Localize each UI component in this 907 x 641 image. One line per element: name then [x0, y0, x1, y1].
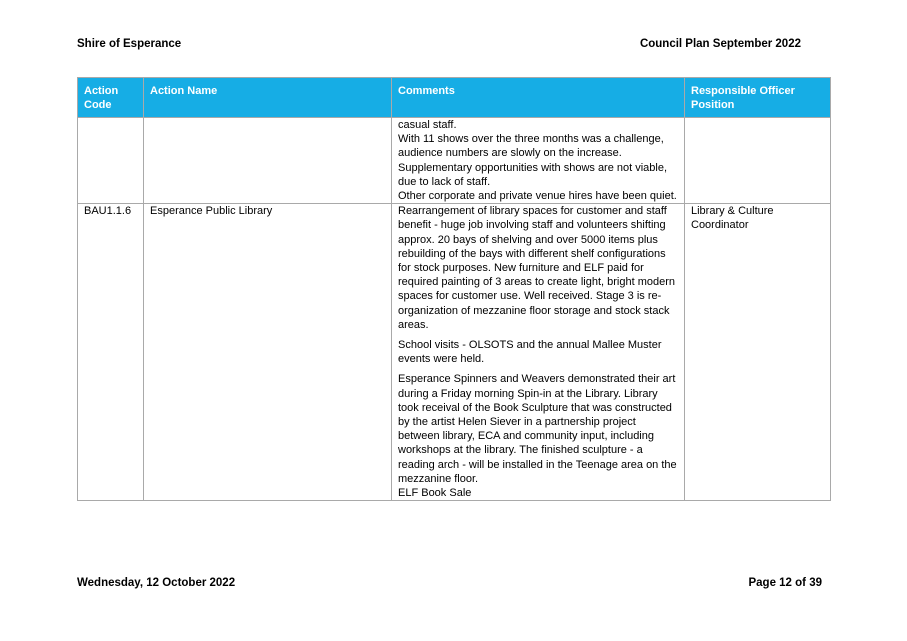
cell-action-name: Esperance Public Library — [144, 204, 392, 501]
comment-line: Esperance Spinners and Weavers demonstrated their art during a Friday morning Spin-in at the Library. Library took receival of the Book Sculpture that was constructed by the artist Helen Siever in a partnership project between library, ECA and community input, including workshops at the library. The finished sculpture - a reading arch - will be installed in the Teenage area on the mezzanine floor. — [398, 373, 677, 485]
comment-paragraph: Rearrangement of library spaces for customer and staff benefit - huge job involving staff and volunteers shifting approx. 20 bays of shelving and over 5000 items plus rebuilding of the bays with different shelf configurations for stock purposes. New furniture and ELF paid for required painting of 3 areas to create light, bright modern spaces for customer use. Well received. Stage 3 is re-organization of mezzanine floor storage and stock stack areas. — [398, 205, 675, 331]
comment-line: With 11 shows over the three months was a challenge, audience numbers are slowly on the increase. — [398, 133, 664, 160]
cell-action-code: BAU1.1.6 — [78, 204, 144, 501]
comment-line: Other corporate and private venue hires have been quiet. — [398, 190, 677, 203]
footer-page-number: Page 12 of 39 — [748, 577, 822, 589]
cell-comments — [392, 118, 685, 204]
table-header-row — [78, 78, 831, 118]
comment-line: casual staff. — [398, 119, 457, 131]
comment-paragraph: School visits - OLSOTS and the annual Mallee Muster events were held. — [398, 339, 662, 366]
cell-action-name — [144, 118, 392, 204]
header-organisation: Shire of Esperance — [77, 38, 182, 50]
table-row — [78, 118, 831, 204]
footer-date: Wednesday, 12 October 2022 — [77, 577, 236, 589]
column-header-action-name: Action Name — [144, 78, 392, 118]
header-document-title: Council Plan September 2022 — [639, 38, 801, 50]
comment-line: Supplementary opportunities with shows are not viable, due to lack of staff. — [398, 161, 668, 188]
cell-comments — [392, 204, 685, 501]
column-header-action-code: Action Code — [78, 78, 144, 118]
table-row — [78, 204, 831, 501]
cell-responsible-officer — [685, 118, 831, 204]
cell-action-code — [78, 118, 144, 204]
comment-paragraph — [398, 372, 678, 500]
comment-line: ELF Book Sale — [398, 487, 472, 500]
column-header-responsible-officer: Responsible Officer Position — [685, 78, 831, 118]
cell-responsible-officer: Library & Culture Coordinator — [685, 204, 831, 501]
council-plan-table — [77, 77, 831, 501]
column-header-comments: Comments — [392, 78, 685, 118]
